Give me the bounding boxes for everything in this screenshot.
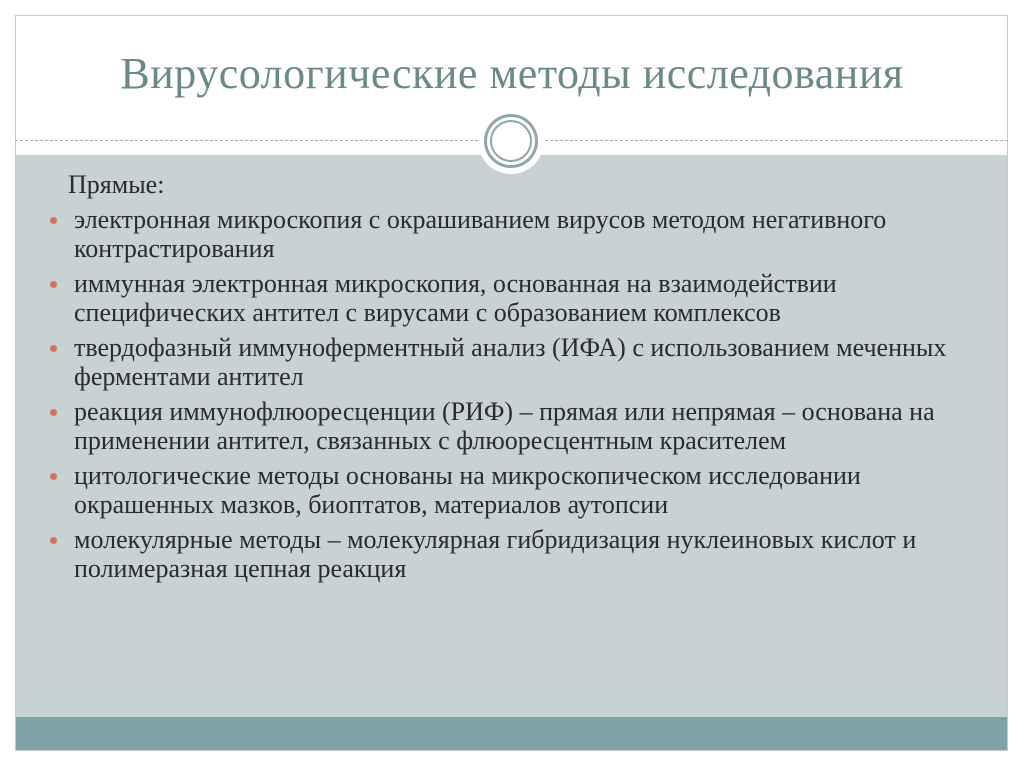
bullet-icon (50, 217, 57, 224)
bullet-icon (50, 281, 57, 288)
bullet-icon (50, 537, 57, 544)
list-item (44, 269, 984, 327)
method-list (44, 205, 984, 583)
bullet-icon (50, 473, 57, 480)
list-item-text: реакция иммунофлюоресценции (РИФ) – прямая или непрямая – основана на применении антител, связанных с флюоресцентным красителем (74, 397, 935, 455)
circle-ornament-inner-icon (490, 120, 532, 162)
bottom-band (16, 717, 1007, 750)
slide-title: Вирусологические методы исследования (120, 49, 904, 98)
list-item-text: электронная микроскопия с окрашиванием вирусов методом негативного контрастирования (74, 205, 887, 263)
list-item-text: твердофазный иммуноферментный анализ (ИФА) с использованием меченных ферментами антител (74, 333, 947, 391)
intro-label: Прямые: (68, 170, 165, 199)
list-item-text: цитологические методы основаны на микроскопическом исследовании окрашенных мазков, биоптатов, материалов аутопсии (74, 461, 861, 519)
bullet-icon (50, 409, 57, 416)
list-item-text: иммунная электронная микроскопия, основанная на взаимодействии специфических антител с вирусами с образованием комплексов (74, 269, 837, 327)
list-item-text: молекулярные методы – молекулярная гибридизация нуклеиновых кислот и полимеразная цепная реакция (74, 525, 917, 583)
bullet-icon (50, 345, 57, 352)
slide-body (44, 170, 984, 589)
list-item (44, 397, 984, 455)
list-item (44, 461, 984, 519)
list-item (44, 525, 984, 583)
list-item (44, 333, 984, 391)
list-item (44, 205, 984, 263)
